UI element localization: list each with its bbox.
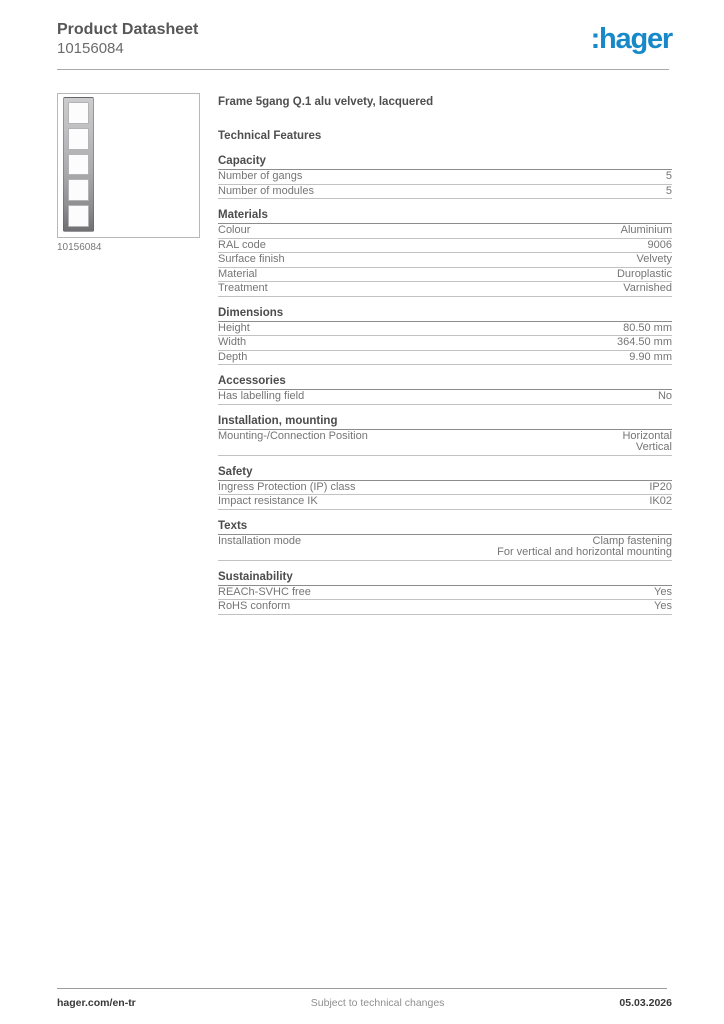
spec-label: Installation mode — [218, 534, 302, 547]
spec-label: Height — [218, 321, 250, 334]
spec-row — [218, 495, 672, 510]
spec-value: Duroplastic — [616, 267, 672, 280]
product-image-caption: 10156084 — [57, 242, 102, 253]
spec-label: Width — [218, 336, 247, 348]
spec-row — [218, 253, 672, 268]
spec-section — [218, 571, 672, 615]
frame-5gang-graphic — [63, 97, 94, 232]
section-title: Sustainability — [218, 571, 672, 586]
spec-value: 80.50 mm — [623, 321, 672, 334]
section-title: Accessories — [218, 375, 672, 390]
spec-section — [218, 375, 672, 405]
section-title: Dimensions — [218, 307, 672, 322]
hager-logo: :hager — [590, 23, 672, 55]
spec-value: Clamp fastening For vertical and horizontal mounting — [497, 534, 672, 558]
spec-value: 5 — [665, 170, 672, 182]
gang-window — [68, 128, 89, 150]
spec-row — [218, 224, 672, 239]
spec-label: Number of modules — [218, 184, 314, 197]
section-title: Capacity — [218, 155, 672, 170]
spec-label: Colour — [218, 224, 251, 236]
spec-value: Aluminium — [620, 224, 672, 236]
spec-value: Horizontal Vertical — [622, 429, 672, 453]
spec-row — [218, 481, 672, 496]
footer-date: 05.03.2026 — [619, 997, 672, 1009]
spec-label: Ingress Protection (IP) class — [218, 480, 356, 493]
spec-label: Depth — [218, 350, 248, 363]
spec-row — [218, 185, 672, 200]
footer-divider — [57, 988, 667, 989]
spec-value: 9006 — [647, 238, 672, 251]
spec-section — [218, 155, 672, 199]
page-title: Product Datasheet — [57, 21, 199, 38]
spec-label: Number of gangs — [218, 170, 303, 182]
spec-value: Yes — [654, 585, 672, 598]
product-image — [57, 93, 200, 238]
section-title: Safety — [218, 466, 672, 481]
spec-value: 5 — [665, 184, 672, 197]
spec-column — [218, 93, 672, 615]
spec-value: Yes — [654, 600, 672, 612]
section-title: Installation, mounting — [218, 415, 672, 430]
spec-row — [218, 390, 672, 405]
spec-row — [218, 239, 672, 254]
spec-value: IP20 — [649, 480, 672, 493]
spec-value: IK02 — [649, 495, 672, 507]
spec-section — [218, 415, 672, 456]
spec-row — [218, 336, 672, 351]
header-divider — [57, 69, 669, 70]
spec-label: RAL code — [218, 238, 266, 251]
spec-row — [218, 322, 672, 337]
spec-row — [218, 282, 672, 297]
gang-window — [68, 179, 89, 201]
spec-row — [218, 600, 672, 615]
spec-label: RoHS conform — [218, 600, 291, 612]
spec-label: Has labelling field — [218, 390, 305, 402]
spec-label: Material — [218, 267, 258, 280]
spec-row — [218, 170, 672, 185]
spec-value: Velvety — [636, 253, 672, 265]
spec-row — [218, 268, 672, 283]
spec-row — [218, 535, 672, 561]
product-reference: 10156084 — [57, 40, 124, 57]
spec-value: 9.90 mm — [629, 350, 672, 363]
spec-section — [218, 209, 672, 297]
spec-row — [218, 586, 672, 601]
section-title: Materials — [218, 209, 672, 224]
gang-window — [68, 154, 89, 176]
page-header — [57, 20, 198, 58]
spec-row — [218, 351, 672, 366]
spec-section — [218, 466, 672, 510]
spec-label: Impact resistance IK — [218, 495, 318, 507]
technical-features-heading: Technical Features — [218, 130, 322, 142]
spec-value: No — [657, 390, 672, 402]
gang-window — [68, 102, 89, 124]
gang-window — [68, 205, 89, 227]
spec-sections — [218, 155, 672, 615]
spec-label: Surface finish — [218, 253, 285, 265]
spec-label: Treatment — [218, 282, 268, 294]
spec-label: REACh-SVHC free — [218, 585, 311, 598]
footer-website-link[interactable]: hager.com/en-tr — [57, 997, 136, 1009]
spec-label: Mounting-/Connection Position — [218, 429, 368, 442]
spec-section — [218, 520, 672, 561]
spec-row — [218, 430, 672, 456]
spec-value: Varnished — [623, 282, 672, 294]
page-footer — [57, 997, 672, 1010]
section-title: Texts — [218, 520, 672, 535]
product-title: Frame 5gang Q.1 alu velvety, lacquered — [218, 96, 434, 108]
spec-section — [218, 307, 672, 366]
spec-value: 364.50 mm — [616, 336, 672, 348]
footer-disclaimer: Subject to technical changes — [310, 997, 445, 1009]
